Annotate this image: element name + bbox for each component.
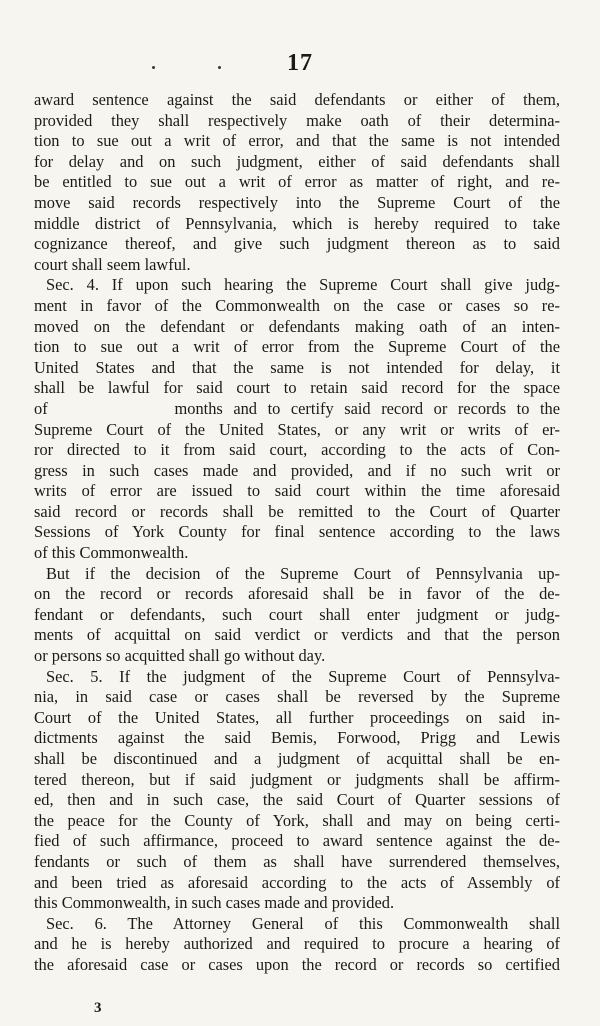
section-5-heading-line: Sec. 5. If the judgment of the Supreme Court of Pennsylva-: [46, 666, 560, 686]
text-line: award sentence against the said defendants or either of them,: [34, 90, 560, 109]
text-line: writs of error are issued to said court within the time aforesaid: [34, 481, 560, 501]
text-line: of months and to certify said record or records to the: [34, 398, 560, 418]
text-line: ror directed to it from said court, according to the acts of Con-: [34, 440, 560, 460]
text-line: gress in such cases made and provided, and if no such writ or: [34, 460, 560, 480]
text-line: and he is hereby authorized and required to procure a hearing of: [34, 934, 560, 954]
text-line: be entitled to sue out a writ of error as matter of right, and re-: [34, 172, 560, 192]
text-line: move said records respectively into the Supreme Court of the: [34, 192, 560, 212]
text-line: and been tried as aforesaid according to the acts of Assembly of: [34, 872, 560, 892]
text-line: nia, in said case or cases shall be reversed by the Supreme: [34, 687, 560, 707]
text-line: this Commonwealth, in such cases made and provided.: [34, 893, 395, 913]
text-line: tion to sue out a writ of error from the Supreme Court of the: [34, 337, 560, 357]
text-line: ed, then and in such case, the said Court of Quarter sessions of: [34, 790, 560, 810]
text-line: moved on the defendant or defendants making oath of an inten-: [34, 316, 560, 336]
text-line: of this Commonwealth.: [34, 543, 189, 563]
text-line: ments of acquittal on said verdict or verdicts and that the person: [34, 625, 560, 645]
text-line: Supreme Court of the United States, or any writ or writs of er-: [34, 419, 560, 439]
text-line: fied of such affirmance, proceed to award sentence against the de-: [34, 831, 560, 851]
text-line: tered thereon, but if said judgment or judgments shall be affirm-: [34, 769, 560, 789]
text-line: dictments against the said Bemis, Forwood, Prigg and Lewis: [34, 728, 560, 748]
text-line: ment in favor of the Commonwealth on the case or cases so re-: [34, 295, 560, 315]
text-line: on the record or records aforesaid shall be in favor of the de-: [34, 584, 560, 604]
page-number: 17: [287, 50, 313, 76]
paragraph-start-line: But if the decision of the Supreme Court of Pennsylvania up-: [46, 563, 560, 583]
text-line: said record or records shall be remitted to the Court of Quarter: [34, 501, 560, 521]
text-line: tion to sue out a writ of error, and that the same is not intended: [34, 131, 560, 151]
text-line: the peace for the County of York, shall and may on being certi-: [34, 810, 560, 830]
section-6-heading-line: Sec. 6. The Attorney General of this Commonwealth shall: [46, 913, 560, 933]
signature-mark: 3: [94, 1000, 102, 1016]
text-line: middle district of Pennsylvania, which is hereby required to take: [34, 213, 560, 233]
text-line: Court of the United States, all further proceedings on said in-: [34, 707, 560, 727]
text-line: cognizance thereof, and give such judgment thereon as to said: [34, 234, 560, 254]
text-line: United States and that the same is not intended for delay, it: [34, 357, 560, 377]
text-line: shall be discontinued and a judgment of acquittal shall be en-: [34, 749, 560, 768]
text-line: fendant or defendants, such court shall enter judgment or judg-: [34, 604, 560, 624]
text-line: fendants or such of them as shall have surrendered themselves,: [34, 851, 560, 871]
text-line: for delay and on such judgment, either of said defendants shall: [34, 151, 560, 171]
text-line: provided they shall respectively make oath of their determina-: [34, 110, 560, 130]
text-line: or persons so acquitted shall go without day.: [34, 646, 326, 666]
text-line: shall be lawful for said court to retain said record for the space: [34, 378, 560, 398]
body-text: [34, 90, 560, 976]
text-line: court shall seem lawful.: [34, 254, 191, 274]
text-line: Sessions of York County for final sentence according to the laws: [34, 522, 560, 542]
text-line: the aforesaid case or cases upon the record or records so certified: [34, 954, 560, 974]
section-4-heading-line: Sec. 4. If upon such hearing the Supreme Court shall give judg-: [46, 275, 560, 295]
